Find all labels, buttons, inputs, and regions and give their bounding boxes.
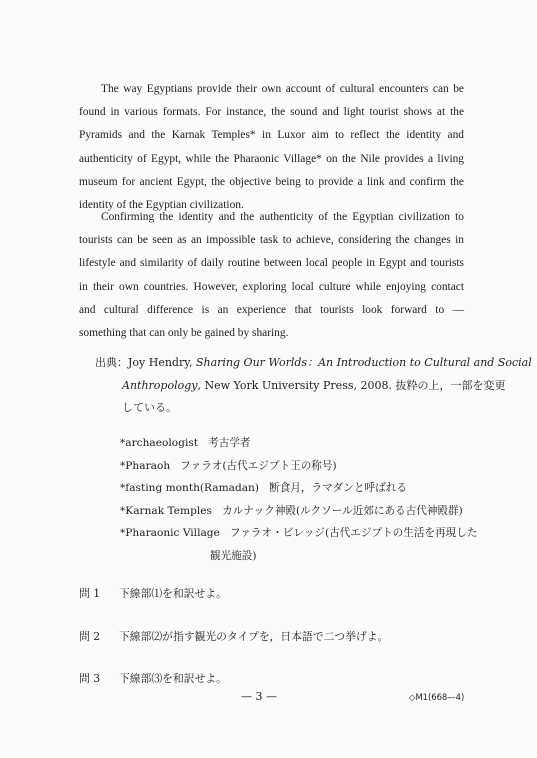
paragraph-line: identity of the Egyptian civilization. bbox=[79, 198, 244, 211]
source-title-cont: Anthropology bbox=[122, 378, 198, 392]
question-text: 下線部⑶を和訳せよ。 bbox=[119, 672, 227, 685]
source-publisher: , New York University Press, 2008. 抜粋の上，一部を変更 bbox=[197, 378, 506, 392]
paragraph-line: found in various formats. For instance, the sound and light tourist shows at the bbox=[79, 106, 464, 119]
question-1 bbox=[79, 586, 227, 601]
paragraph-line: in their own countries. However, exploring local culture while enjoying contact bbox=[79, 280, 464, 293]
exam-code: ◇M1(668—4) bbox=[409, 692, 465, 702]
question-number: 問 2 bbox=[79, 630, 101, 643]
paragraph-line: Confirming the identity and the authenticity of the Egyptian civilization to bbox=[101, 211, 464, 223]
glossary-item: *archaeologist 考古学者 bbox=[120, 437, 251, 449]
glossary-item: *Pharaonic Village ファラオ・ビレッジ(古代エジプトの生活を再現した bbox=[120, 527, 478, 539]
paragraph-2 bbox=[79, 206, 464, 345]
glossary-item: *Karnak Temples カルナック神殿(ルクソール近郊にある古代神殿群) bbox=[120, 504, 463, 517]
source-label: 出典： bbox=[95, 356, 128, 369]
source-title: Sharing Our Worlds：An Introduction to Cultural and Social bbox=[195, 356, 532, 369]
glossary-item: *Pharaoh ファラオ(古代エジプト王の称号) bbox=[120, 459, 337, 472]
question-number: 問 3 bbox=[79, 672, 101, 685]
question-2 bbox=[79, 629, 388, 644]
glossary-item: *fasting month(Ramadan) 断食月，ラマダンと呼ばれる bbox=[120, 482, 407, 494]
paragraph-line: Pyramids and the Karnak Temples* in Luxor aim to reflect the identity and bbox=[79, 129, 464, 142]
paragraph-line: and cultural difference is an experience that tourists look forward to — bbox=[79, 303, 464, 316]
glossary bbox=[120, 432, 480, 567]
source-author: Joy Hendry, bbox=[128, 356, 196, 369]
paragraph-1 bbox=[79, 78, 464, 217]
paragraph-line: lifestyle and similarity of daily routine between local people in Egypt and tourists bbox=[79, 257, 464, 270]
source-tail: している。 bbox=[122, 401, 177, 414]
glossary-item-continued: 観光施設) bbox=[210, 549, 257, 562]
question-number: 問 1 bbox=[79, 587, 101, 600]
paragraph-line: authenticity of Egypt, while the Pharaonic Village* on the Nile provides a living bbox=[79, 152, 464, 165]
paragraph-line: something that can only be gained by sharing. bbox=[79, 326, 289, 339]
question-text: 下線部⑴を和訳せよ。 bbox=[119, 587, 227, 600]
paragraph-line: museum for ancient Egypt, the objective being to provide a link and confirm the bbox=[79, 175, 464, 188]
paragraph-line: tourists can be seen as an impossible task to achieve, considering the changes in bbox=[79, 234, 464, 247]
source-citation bbox=[95, 352, 532, 420]
question-3 bbox=[79, 671, 227, 686]
question-text: 下線部⑵が指す観光のタイプを，日本語で二つ挙げよ。 bbox=[119, 630, 389, 643]
page-number: — 3 — bbox=[241, 690, 277, 703]
paragraph-line: The way Egyptians provide their own account of cultural encounters can be bbox=[101, 83, 464, 95]
